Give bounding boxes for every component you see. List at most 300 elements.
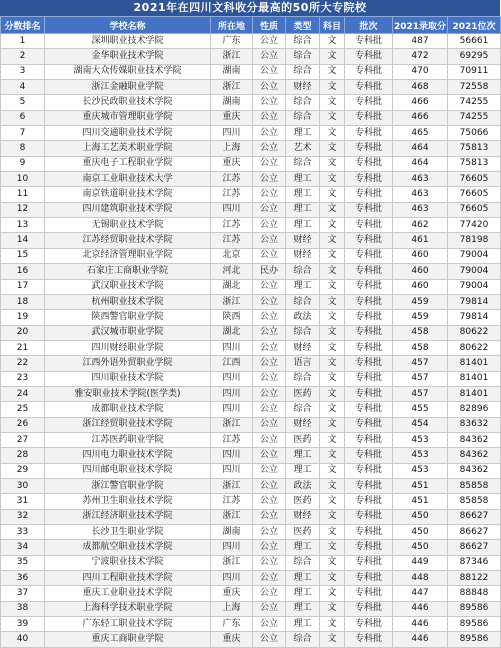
cell-rank: 13: [1, 218, 45, 233]
cell-subject: 文: [320, 540, 345, 555]
cell-nature: 公立: [253, 233, 286, 248]
cell-location: 浙江: [211, 49, 253, 64]
cell-position: 80622: [448, 340, 501, 355]
cell-rank: 8: [1, 141, 45, 156]
cell-score: 464: [393, 141, 448, 156]
cell-batch: 专科批: [345, 540, 393, 555]
header-rank: 分数排名: [1, 17, 45, 34]
cell-position: 70911: [448, 64, 501, 79]
cell-position: 88848: [448, 586, 501, 601]
cell-score: 453: [393, 448, 448, 463]
cell-position: 81401: [448, 386, 501, 401]
cell-nature: 公立: [253, 601, 286, 616]
header-score: 2021录取分: [393, 17, 448, 34]
cell-school-name: 成都航空职业技术学院: [45, 540, 211, 555]
cell-nature: 公立: [253, 248, 286, 263]
cell-type: 艺术: [286, 141, 320, 156]
cell-subject: 文: [320, 202, 345, 217]
cell-batch: 专科批: [345, 509, 393, 524]
cell-location: 江苏: [211, 187, 253, 202]
table-row: [1, 110, 501, 125]
table-row: [1, 325, 501, 340]
table-row: [1, 509, 501, 524]
cell-batch: 专科批: [345, 463, 393, 478]
cell-type: 理工: [286, 571, 320, 586]
cell-type: 财经: [286, 248, 320, 263]
cell-nature: 公立: [253, 126, 286, 141]
cell-position: 74255: [448, 95, 501, 110]
cell-school-name: 四川财经职业学院: [45, 340, 211, 355]
cell-rank: 1: [1, 34, 45, 49]
cell-school-name: 四川建筑职业技术学院: [45, 202, 211, 217]
table-row: [1, 617, 501, 632]
cell-batch: 专科批: [345, 586, 393, 601]
ranking-table: [0, 16, 501, 648]
cell-school-name: 四川电力职业技术学院: [45, 448, 211, 463]
cell-type: 综合: [286, 34, 320, 49]
cell-type: 医药: [286, 386, 320, 401]
cell-position: 77420: [448, 218, 501, 233]
cell-subject: 文: [320, 448, 345, 463]
cell-subject: 文: [320, 34, 345, 49]
cell-rank: 33: [1, 525, 45, 540]
table-title: 2021年在四川文科收分最高的50所大专院校: [0, 0, 500, 16]
cell-location: 重庆: [211, 110, 253, 125]
cell-score: 450: [393, 540, 448, 555]
cell-subject: 文: [320, 218, 345, 233]
cell-school-name: 无锡职业技术学院: [45, 218, 211, 233]
cell-school-name: 江西外语外贸职业学院: [45, 356, 211, 371]
cell-batch: 专科批: [345, 371, 393, 386]
cell-location: 浙江: [211, 80, 253, 95]
cell-school-name: 南京工业职业技术大学: [45, 172, 211, 187]
cell-batch: 专科批: [345, 126, 393, 141]
cell-school-name: 四川职业技术学院: [45, 371, 211, 386]
cell-position: 84362: [448, 432, 501, 447]
cell-rank: 30: [1, 478, 45, 493]
cell-subject: 文: [320, 402, 345, 417]
cell-nature: 公立: [253, 172, 286, 187]
cell-school-name: 雅安职业技术学院(医学类): [45, 386, 211, 401]
cell-batch: 专科批: [345, 448, 393, 463]
table-row: [1, 279, 501, 294]
cell-location: 湖北: [211, 279, 253, 294]
cell-type: 理工: [286, 540, 320, 555]
cell-score: 459: [393, 310, 448, 325]
cell-batch: 专科批: [345, 80, 393, 95]
cell-type: 理工: [286, 586, 320, 601]
header-type: 类型: [286, 17, 320, 34]
header-nature: 性质: [253, 17, 286, 34]
cell-position: 86627: [448, 540, 501, 555]
cell-score: 466: [393, 110, 448, 125]
cell-location: 重庆: [211, 586, 253, 601]
cell-subject: 文: [320, 632, 345, 647]
cell-location: 江苏: [211, 233, 253, 248]
cell-location: 四川: [211, 448, 253, 463]
cell-rank: 16: [1, 264, 45, 279]
cell-location: 四川: [211, 386, 253, 401]
cell-nature: 公立: [253, 386, 286, 401]
cell-position: 76605: [448, 202, 501, 217]
cell-location: 陕西: [211, 310, 253, 325]
cell-nature: 公立: [253, 34, 286, 49]
cell-type: 理工: [286, 202, 320, 217]
cell-subject: 文: [320, 601, 345, 616]
cell-batch: 专科批: [345, 386, 393, 401]
header-row: [1, 17, 501, 34]
cell-score: 451: [393, 494, 448, 509]
cell-subject: 文: [320, 110, 345, 125]
table-row: [1, 264, 501, 279]
cell-batch: 专科批: [345, 95, 393, 110]
cell-rank: 9: [1, 156, 45, 171]
cell-rank: 24: [1, 386, 45, 401]
cell-rank: 23: [1, 371, 45, 386]
cell-type: 医药: [286, 432, 320, 447]
cell-position: 81401: [448, 371, 501, 386]
cell-location: 四川: [211, 340, 253, 355]
cell-position: 88122: [448, 571, 501, 586]
header-position: 2021位次: [448, 17, 501, 34]
cell-school-name: 重庆城市管理职业学院: [45, 110, 211, 125]
cell-school-name: 湖南大众传媒职业技术学院: [45, 64, 211, 79]
cell-type: 理工: [286, 172, 320, 187]
cell-score: 455: [393, 402, 448, 417]
cell-batch: 专科批: [345, 601, 393, 616]
cell-rank: 36: [1, 571, 45, 586]
cell-school-name: 苏州卫生职业技术学院: [45, 494, 211, 509]
cell-rank: 10: [1, 172, 45, 187]
header-batch: 批次: [345, 17, 393, 34]
cell-score: 450: [393, 525, 448, 540]
cell-score: 465: [393, 126, 448, 141]
cell-rank: 2: [1, 49, 45, 64]
cell-rank: 29: [1, 463, 45, 478]
cell-position: 75813: [448, 156, 501, 171]
cell-location: 浙江: [211, 417, 253, 432]
table-row: [1, 478, 501, 493]
cell-subject: 文: [320, 279, 345, 294]
cell-position: 83632: [448, 417, 501, 432]
cell-batch: 专科批: [345, 555, 393, 570]
cell-position: 79004: [448, 248, 501, 263]
cell-type: 理工: [286, 279, 320, 294]
table-row: [1, 356, 501, 371]
cell-nature: 公立: [253, 356, 286, 371]
cell-position: 84362: [448, 463, 501, 478]
cell-subject: 文: [320, 371, 345, 386]
table-row: [1, 49, 501, 64]
cell-type: 理工: [286, 463, 320, 478]
cell-school-name: 四川工程职业技术学院: [45, 571, 211, 586]
cell-type: 医药: [286, 525, 320, 540]
cell-rank: 26: [1, 417, 45, 432]
cell-type: 综合: [286, 156, 320, 171]
cell-type: 综合: [286, 371, 320, 386]
cell-subject: 文: [320, 340, 345, 355]
cell-batch: 专科批: [345, 525, 393, 540]
cell-batch: 专科批: [345, 218, 393, 233]
cell-score: 487: [393, 34, 448, 49]
cell-location: 湖南: [211, 525, 253, 540]
cell-batch: 专科批: [345, 248, 393, 263]
cell-school-name: 浙江金融职业学院: [45, 80, 211, 95]
cell-position: 85858: [448, 494, 501, 509]
cell-type: 理工: [286, 218, 320, 233]
cell-school-name: 重庆工商职业学院: [45, 632, 211, 647]
cell-location: 广东: [211, 34, 253, 49]
cell-position: 69295: [448, 49, 501, 64]
cell-rank: 35: [1, 555, 45, 570]
cell-subject: 文: [320, 310, 345, 325]
cell-location: 湖北: [211, 325, 253, 340]
table-row: [1, 202, 501, 217]
cell-nature: 公立: [253, 141, 286, 156]
cell-score: 448: [393, 571, 448, 586]
cell-score: 461: [393, 233, 448, 248]
cell-nature: 公立: [253, 95, 286, 110]
cell-type: 财经: [286, 417, 320, 432]
cell-position: 89586: [448, 632, 501, 647]
table-row: [1, 371, 501, 386]
cell-position: 89586: [448, 601, 501, 616]
cell-batch: 专科批: [345, 172, 393, 187]
cell-batch: 专科批: [345, 141, 393, 156]
cell-score: 449: [393, 555, 448, 570]
table-row: [1, 601, 501, 616]
cell-school-name: 成都职业技术学院: [45, 402, 211, 417]
cell-nature: 公立: [253, 494, 286, 509]
table-body: [1, 34, 501, 648]
cell-subject: 文: [320, 617, 345, 632]
cell-school-name: 武汉城市职业学院: [45, 325, 211, 340]
cell-score: 466: [393, 95, 448, 110]
cell-score: 447: [393, 586, 448, 601]
cell-batch: 专科批: [345, 264, 393, 279]
cell-batch: 专科批: [345, 110, 393, 125]
cell-location: 四川: [211, 463, 253, 478]
cell-position: 89586: [448, 617, 501, 632]
cell-position: 76605: [448, 172, 501, 187]
cell-location: 重庆: [211, 632, 253, 647]
cell-rank: 18: [1, 294, 45, 309]
cell-location: 河北: [211, 264, 253, 279]
cell-rank: 27: [1, 432, 45, 447]
cell-score: 468: [393, 80, 448, 95]
cell-score: 470: [393, 64, 448, 79]
cell-subject: 文: [320, 432, 345, 447]
cell-subject: 文: [320, 126, 345, 141]
cell-subject: 文: [320, 417, 345, 432]
cell-position: 76605: [448, 187, 501, 202]
cell-school-name: 深圳职业技术学院: [45, 34, 211, 49]
cell-nature: 公立: [253, 294, 286, 309]
cell-location: 江苏: [211, 218, 253, 233]
cell-location: 四川: [211, 402, 253, 417]
cell-subject: 文: [320, 141, 345, 156]
table-row: [1, 218, 501, 233]
cell-school-name: 金华职业技术学院: [45, 49, 211, 64]
cell-subject: 文: [320, 525, 345, 540]
header-school-name: 学校名称: [45, 17, 211, 34]
cell-location: 上海: [211, 601, 253, 616]
cell-subject: 文: [320, 509, 345, 524]
cell-position: 75066: [448, 126, 501, 141]
cell-rank: 22: [1, 356, 45, 371]
cell-rank: 6: [1, 110, 45, 125]
table-row: [1, 64, 501, 79]
table-row: [1, 586, 501, 601]
cell-subject: 文: [320, 586, 345, 601]
cell-score: 463: [393, 187, 448, 202]
cell-score: 446: [393, 601, 448, 616]
cell-type: 政法: [286, 478, 320, 493]
cell-location: 四川: [211, 571, 253, 586]
cell-position: 79814: [448, 310, 501, 325]
cell-location: 重庆: [211, 156, 253, 171]
cell-rank: 20: [1, 325, 45, 340]
cell-position: 84362: [448, 448, 501, 463]
cell-position: 79004: [448, 279, 501, 294]
table-row: [1, 141, 501, 156]
table-row: [1, 571, 501, 586]
cell-batch: 专科批: [345, 310, 393, 325]
cell-position: 75813: [448, 141, 501, 156]
cell-school-name: 四川交通职业技术学院: [45, 126, 211, 141]
cell-batch: 专科批: [345, 34, 393, 49]
cell-nature: 公立: [253, 279, 286, 294]
cell-nature: 公立: [253, 218, 286, 233]
cell-nature: 公立: [253, 49, 286, 64]
cell-rank: 14: [1, 233, 45, 248]
cell-nature: 公立: [253, 525, 286, 540]
cell-batch: 专科批: [345, 432, 393, 447]
cell-location: 四川: [211, 202, 253, 217]
cell-nature: 公立: [253, 540, 286, 555]
cell-type: 财经: [286, 233, 320, 248]
cell-batch: 专科批: [345, 632, 393, 647]
cell-rank: 31: [1, 494, 45, 509]
cell-school-name: 上海科学技术职业学院: [45, 601, 211, 616]
table-row: [1, 632, 501, 647]
cell-subject: 文: [320, 233, 345, 248]
cell-type: 综合: [286, 325, 320, 340]
cell-rank: 15: [1, 248, 45, 263]
cell-type: 医药: [286, 494, 320, 509]
cell-subject: 文: [320, 80, 345, 95]
cell-score: 462: [393, 218, 448, 233]
cell-nature: 公立: [253, 432, 286, 447]
cell-location: 江苏: [211, 432, 253, 447]
cell-nature: 公立: [253, 110, 286, 125]
cell-type: 综合: [286, 632, 320, 647]
cell-rank: 11: [1, 187, 45, 202]
cell-score: 446: [393, 617, 448, 632]
cell-batch: 专科批: [345, 494, 393, 509]
cell-position: 81401: [448, 356, 501, 371]
cell-location: 四川: [211, 371, 253, 386]
cell-school-name: 陕西警官职业学院: [45, 310, 211, 325]
cell-score: 463: [393, 202, 448, 217]
cell-nature: 公立: [253, 340, 286, 355]
cell-batch: 专科批: [345, 356, 393, 371]
cell-location: 湖南: [211, 95, 253, 110]
cell-nature: 公立: [253, 310, 286, 325]
cell-rank: 34: [1, 540, 45, 555]
cell-type: 综合: [286, 294, 320, 309]
cell-score: 458: [393, 340, 448, 355]
cell-location: 浙江: [211, 555, 253, 570]
cell-subject: 文: [320, 187, 345, 202]
cell-rank: 25: [1, 402, 45, 417]
cell-nature: 公立: [253, 80, 286, 95]
cell-nature: 公立: [253, 202, 286, 217]
cell-batch: 专科批: [345, 617, 393, 632]
cell-location: 北京: [211, 248, 253, 263]
cell-school-name: 浙江经济职业技术学院: [45, 509, 211, 524]
cell-score: 459: [393, 294, 448, 309]
cell-rank: 37: [1, 586, 45, 601]
cell-type: 财经: [286, 80, 320, 95]
cell-rank: 38: [1, 601, 45, 616]
cell-rank: 3: [1, 64, 45, 79]
cell-location: 浙江: [211, 294, 253, 309]
cell-batch: 专科批: [345, 402, 393, 417]
cell-rank: 17: [1, 279, 45, 294]
cell-batch: 专科批: [345, 49, 393, 64]
cell-rank: 21: [1, 340, 45, 355]
cell-school-name: 江苏经贸职业技术学院: [45, 233, 211, 248]
cell-batch: 专科批: [345, 325, 393, 340]
cell-score: 453: [393, 463, 448, 478]
cell-score: 446: [393, 632, 448, 647]
cell-nature: 公立: [253, 187, 286, 202]
cell-type: 理工: [286, 126, 320, 141]
table-row: [1, 402, 501, 417]
cell-nature: 公立: [253, 64, 286, 79]
table-row: [1, 525, 501, 540]
cell-rank: 4: [1, 80, 45, 95]
cell-batch: 专科批: [345, 156, 393, 171]
cell-subject: 文: [320, 248, 345, 263]
cell-type: 综合: [286, 555, 320, 570]
cell-score: 460: [393, 248, 448, 263]
cell-nature: 公立: [253, 325, 286, 340]
cell-score: 450: [393, 509, 448, 524]
cell-subject: 文: [320, 95, 345, 110]
cell-type: 理工: [286, 601, 320, 616]
table-row: [1, 126, 501, 141]
table-row: [1, 494, 501, 509]
cell-subject: 文: [320, 463, 345, 478]
cell-type: 政法: [286, 310, 320, 325]
table-row: [1, 172, 501, 187]
cell-batch: 专科批: [345, 233, 393, 248]
cell-school-name: 江苏医药职业学院: [45, 432, 211, 447]
cell-subject: 文: [320, 325, 345, 340]
cell-nature: 公立: [253, 402, 286, 417]
table-row: [1, 448, 501, 463]
cell-nature: 公立: [253, 371, 286, 386]
table-row: [1, 187, 501, 202]
cell-subject: 文: [320, 64, 345, 79]
cell-score: 457: [393, 386, 448, 401]
table-row: [1, 233, 501, 248]
cell-school-name: 四川邮电职业技术学院: [45, 463, 211, 478]
cell-score: 453: [393, 432, 448, 447]
cell-school-name: 广东轻工职业技术学院: [45, 617, 211, 632]
